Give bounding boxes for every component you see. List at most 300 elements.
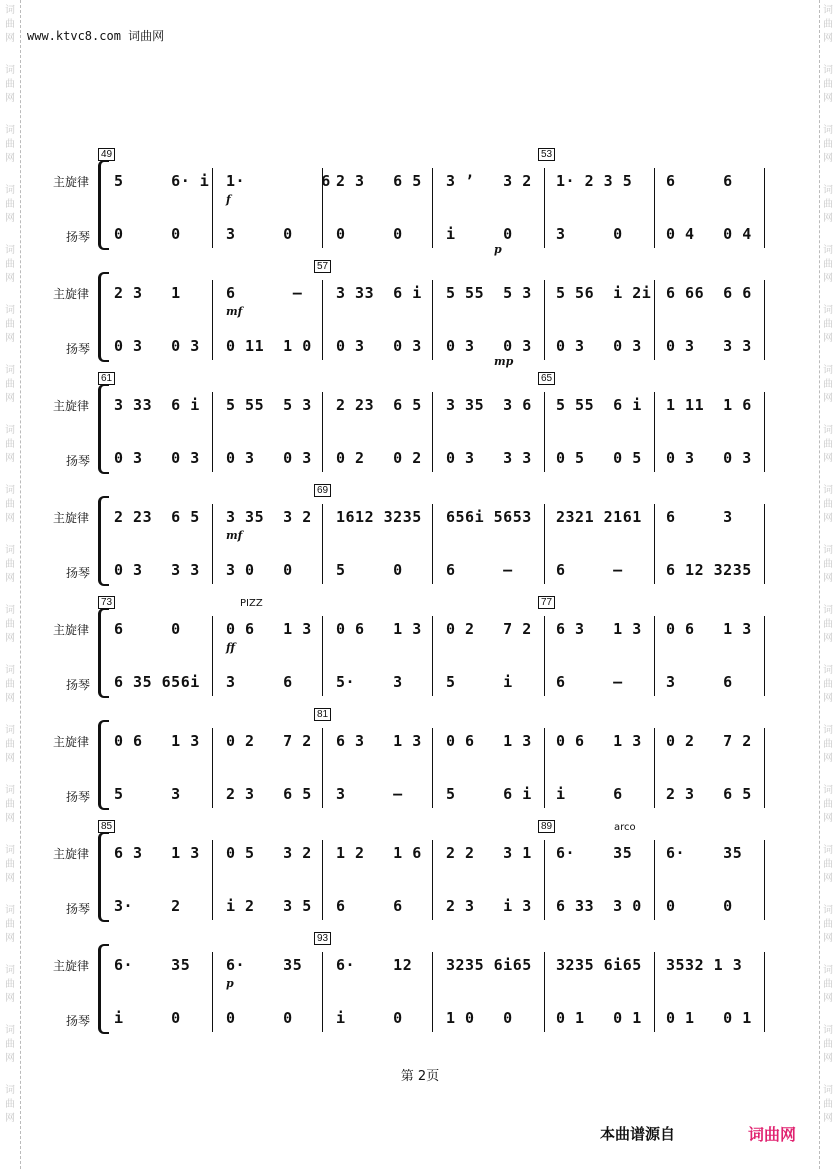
barline xyxy=(322,504,323,584)
watermark-char: 曲 xyxy=(5,499,15,510)
watermark-char: 词 xyxy=(823,1085,833,1096)
yangqin-measure: 0 3 0 3 xyxy=(666,449,752,467)
watermark-char: 词 xyxy=(823,65,833,76)
instrument-label-yangqin: 扬琴 xyxy=(66,678,91,692)
watermark-char: 网 xyxy=(823,933,833,944)
yangqin-measure: 3 6 xyxy=(666,673,733,691)
dynamic-marking: mf xyxy=(226,529,243,542)
instrument-label-melody: 主旋律 xyxy=(53,735,90,749)
dynamic-marking: p xyxy=(494,243,502,256)
watermark-char: 网 xyxy=(5,33,15,44)
performance-annotation: PIZZ xyxy=(240,598,263,609)
watermark-char: 曲 xyxy=(5,199,15,210)
watermark-char: 曲 xyxy=(5,259,15,270)
source-label: 本曲谱源自 xyxy=(600,1125,676,1143)
watermark-char: 词 xyxy=(823,185,833,196)
watermark-char: 曲 xyxy=(5,19,15,30)
watermark-char: 网 xyxy=(823,453,833,464)
watermark-char: 曲 xyxy=(5,739,15,750)
watermark-char: 网 xyxy=(5,633,15,644)
watermark-char: 网 xyxy=(5,213,15,224)
watermark-char: 曲 xyxy=(823,139,833,150)
measure-number: 61 xyxy=(98,372,115,385)
watermark-char: 曲 xyxy=(823,379,833,390)
watermark-char: 词 xyxy=(5,1025,15,1036)
melody-measure: 6 6 xyxy=(666,172,733,190)
yangqin-measure: 0 5 0 5 xyxy=(556,449,642,467)
yangqin-measure: 0 1 0 1 xyxy=(666,1009,752,1027)
yangqin-measure: 0 3 3 3 xyxy=(114,561,200,579)
yangqin-measure: 6 33 3 0 xyxy=(556,897,642,915)
melody-measure: 3 33 6 i xyxy=(114,396,200,414)
yangqin-measure: i 0 xyxy=(114,1009,181,1027)
barline xyxy=(764,616,765,696)
instrument-label-melody: 主旋律 xyxy=(53,847,90,861)
yangqin-measure: 0 0 xyxy=(336,225,403,243)
yangqin-measure: 0 11 1 0 xyxy=(226,337,312,355)
melody-measure: 2321 2161 xyxy=(556,508,642,526)
melody-measure: 5 56 i 2i xyxy=(556,284,652,302)
yangqin-measure: 3· 2 xyxy=(114,897,181,915)
watermark-char: 曲 xyxy=(823,19,833,30)
barline xyxy=(654,504,655,584)
watermark-char: 曲 xyxy=(823,799,833,810)
instrument-label-melody: 主旋律 xyxy=(53,175,90,189)
melody-measure: 5 55 5 3 xyxy=(446,284,532,302)
watermark-char: 词 xyxy=(823,305,833,316)
yangqin-measure: 3 — xyxy=(336,785,403,803)
yangqin-measure: 0 1 0 1 xyxy=(556,1009,642,1027)
barline xyxy=(654,392,655,472)
melody-measure: 0 2 7 2 xyxy=(226,732,312,750)
watermark-char: 词 xyxy=(5,245,15,256)
melody-measure: 6· 35 xyxy=(556,844,633,862)
watermark-char: 曲 xyxy=(5,619,15,630)
barline xyxy=(764,392,765,472)
barline xyxy=(322,728,323,808)
barline xyxy=(322,840,323,920)
system-brace xyxy=(98,384,109,474)
yangqin-measure: 2 3 6 5 xyxy=(666,785,752,803)
yangqin-measure: 3 0 0 xyxy=(226,561,293,579)
watermark-char: 网 xyxy=(823,33,833,44)
barline xyxy=(212,280,213,360)
watermark-char: 曲 xyxy=(5,799,15,810)
yangqin-measure: i 0 xyxy=(336,1009,403,1027)
melody-measure: 1· 6 xyxy=(226,172,331,190)
melody-measure: 0 2 7 2 xyxy=(446,620,532,638)
watermark-char: 词 xyxy=(823,725,833,736)
yangqin-measure: 2 3 i 3 xyxy=(446,897,532,915)
watermark-char: 网 xyxy=(5,453,15,464)
yangqin-measure: 0 3 0 3 xyxy=(556,337,642,355)
barline xyxy=(764,840,765,920)
watermark-char: 网 xyxy=(5,1053,15,1064)
barline xyxy=(654,168,655,248)
yangqin-measure: 0 0 xyxy=(666,897,733,915)
instrument-label-melody: 主旋律 xyxy=(53,399,90,413)
yangqin-measure: i 0 xyxy=(446,225,513,243)
melody-measure: 6 0 xyxy=(114,620,181,638)
watermark-char: 词 xyxy=(823,665,833,676)
watermark-char: 曲 xyxy=(5,679,15,690)
watermark-char: 网 xyxy=(5,993,15,1004)
watermark-char: 词 xyxy=(5,305,15,316)
watermark-char: 曲 xyxy=(5,439,15,450)
watermark-char: 网 xyxy=(823,333,833,344)
yangqin-measure: i 6 xyxy=(556,785,623,803)
melody-measure: 3 33 6 i xyxy=(336,284,422,302)
system-brace xyxy=(98,608,109,698)
watermark-char: 词 xyxy=(823,785,833,796)
barline xyxy=(212,952,213,1032)
watermark-char: 词 xyxy=(5,185,15,196)
melody-measure: 2 3 1 xyxy=(114,284,181,302)
barline xyxy=(544,392,545,472)
yangqin-measure: 6 — xyxy=(556,561,623,579)
melody-measure: 6 3 xyxy=(666,508,733,526)
instrument-label-melody: 主旋律 xyxy=(53,287,90,301)
measure-number-mid: 81 xyxy=(314,708,331,721)
watermark-char: 网 xyxy=(5,873,15,884)
yangqin-measure: 2 3 6 5 xyxy=(226,785,312,803)
barline xyxy=(432,840,433,920)
system-brace xyxy=(98,944,109,1034)
yangqin-measure: 0 2 0 2 xyxy=(336,449,422,467)
watermark-char: 曲 xyxy=(823,259,833,270)
yangqin-measure: 6 6 xyxy=(336,897,403,915)
watermark-char: 词 xyxy=(823,545,833,556)
barline xyxy=(544,280,545,360)
performance-annotation: arco xyxy=(614,822,636,833)
yangqin-measure: 5 6 i xyxy=(446,785,532,803)
yangqin-measure: 0 3 0 3 xyxy=(114,337,200,355)
barline xyxy=(654,952,655,1032)
watermark-char: 词 xyxy=(823,125,833,136)
barline xyxy=(654,840,655,920)
watermark-char: 词 xyxy=(5,125,15,136)
barline xyxy=(212,392,213,472)
dynamic-marking: mp xyxy=(494,355,514,368)
yangqin-measure: 6 12 3235 xyxy=(666,561,752,579)
barline xyxy=(322,616,323,696)
melody-measure: 1612 3235 xyxy=(336,508,422,526)
measure-number-mid: 77 xyxy=(538,596,555,609)
barline xyxy=(212,840,213,920)
barline xyxy=(654,728,655,808)
watermark-char: 曲 xyxy=(5,979,15,990)
source-brand[interactable]: 词曲网 xyxy=(748,1125,797,1144)
melody-measure: 6 66 6 6 xyxy=(666,284,752,302)
watermark-char: 曲 xyxy=(823,79,833,90)
yangqin-measure: 0 3 3 3 xyxy=(666,337,752,355)
yangqin-measure: 0 3 0 3 xyxy=(226,449,312,467)
watermark-char: 词 xyxy=(5,785,15,796)
watermark-char: 曲 xyxy=(5,919,15,930)
melody-measure: 6· 35 xyxy=(666,844,743,862)
melody-measure: 1 11 1 6 xyxy=(666,396,752,414)
watermark-char: 曲 xyxy=(823,1039,833,1050)
watermark-char: 网 xyxy=(823,633,833,644)
barline xyxy=(322,280,323,360)
melody-measure: 0 6 1 3 xyxy=(666,620,752,638)
measure-number-mid: 89 xyxy=(538,820,555,833)
system-brace xyxy=(98,496,109,586)
watermark-char: 网 xyxy=(5,933,15,944)
watermark-char: 曲 xyxy=(823,619,833,630)
measure-number: 49 xyxy=(98,148,115,161)
watermark-char: 网 xyxy=(5,273,15,284)
instrument-label-yangqin: 扬琴 xyxy=(66,566,91,580)
watermark-char: 网 xyxy=(823,573,833,584)
site-name: 词曲网 xyxy=(128,29,165,43)
melody-measure: 1· 2 3 5 xyxy=(556,172,633,190)
watermark-char: 网 xyxy=(5,93,15,104)
melody-measure: 6· 12 xyxy=(336,956,413,974)
barline xyxy=(432,280,433,360)
watermark-char: 网 xyxy=(5,1113,15,1124)
melody-measure: 6· 35 xyxy=(114,956,191,974)
dynamic-marking: mf xyxy=(226,305,243,318)
yangqin-measure: 6 — xyxy=(556,673,623,691)
yangqin-measure: 3 6 xyxy=(226,673,293,691)
watermark-char: 词 xyxy=(823,425,833,436)
watermark-char: 曲 xyxy=(5,139,15,150)
yangqin-measure: 5 0 xyxy=(336,561,403,579)
melody-measure: 5 6· i xyxy=(114,172,210,190)
barline xyxy=(544,504,545,584)
yangqin-measure: 0 4 0 4 xyxy=(666,225,752,243)
watermark-char: 网 xyxy=(5,513,15,524)
instrument-label-yangqin: 扬琴 xyxy=(66,454,91,468)
instrument-label-yangqin: 扬琴 xyxy=(66,790,91,804)
yangqin-measure: 5 3 xyxy=(114,785,181,803)
melody-measure: 0 6 1 3 xyxy=(114,732,200,750)
melody-measure: 6 3 1 3 xyxy=(556,620,642,638)
barline xyxy=(432,728,433,808)
watermark-char: 词 xyxy=(5,1085,15,1096)
barline xyxy=(654,280,655,360)
melody-measure: 3532 1 3 xyxy=(666,956,743,974)
yangqin-measure: 1 0 0 xyxy=(446,1009,513,1027)
watermark-char: 词 xyxy=(823,485,833,496)
watermark-char: 曲 xyxy=(5,559,15,570)
barline xyxy=(764,728,765,808)
barline xyxy=(322,952,323,1032)
watermark-char: 曲 xyxy=(823,919,833,930)
melody-measure: 1 2 1 6 xyxy=(336,844,422,862)
yangqin-measure: 0 3 3 3 xyxy=(446,449,532,467)
barline xyxy=(544,616,545,696)
watermark-char: 网 xyxy=(823,213,833,224)
yangqin-measure: i 2 3 5 xyxy=(226,897,312,915)
melody-measure: 0 6 1 3 xyxy=(556,732,642,750)
watermark-char: 网 xyxy=(5,753,15,764)
barline xyxy=(764,280,765,360)
system-brace xyxy=(98,720,109,810)
watermark-char: 曲 xyxy=(823,859,833,870)
watermark-char: 网 xyxy=(823,393,833,404)
watermark-char: 曲 xyxy=(823,979,833,990)
melody-measure: 3 35 3 2 xyxy=(226,508,312,526)
barline xyxy=(764,504,765,584)
barline xyxy=(432,168,433,248)
instrument-label-melody: 主旋律 xyxy=(53,511,90,525)
watermark-char: 网 xyxy=(823,513,833,524)
watermark-char: 曲 xyxy=(5,379,15,390)
watermark-char: 词 xyxy=(5,365,15,376)
yangqin-measure: 6 35 656i xyxy=(114,673,200,691)
barline xyxy=(764,168,765,248)
watermark-char: 曲 xyxy=(823,199,833,210)
dynamic-marking: p xyxy=(226,977,234,990)
site-url[interactable]: www.ktvc8.com xyxy=(27,29,121,43)
yangqin-measure: 0 3 0 3 xyxy=(114,449,200,467)
watermark-char: 网 xyxy=(5,813,15,824)
watermark-char: 词 xyxy=(823,905,833,916)
dynamic-marking: f xyxy=(226,193,231,206)
watermark-char: 网 xyxy=(823,753,833,764)
watermark-char: 词 xyxy=(823,5,833,16)
watermark-char: 网 xyxy=(823,873,833,884)
melody-measure: 5 55 6 i xyxy=(556,396,642,414)
system-brace xyxy=(98,160,109,250)
watermark-char: 网 xyxy=(823,1053,833,1064)
watermark-char: 词 xyxy=(823,845,833,856)
watermark-char: 词 xyxy=(5,485,15,496)
watermark-char: 曲 xyxy=(823,679,833,690)
instrument-label-yangqin: 扬琴 xyxy=(66,230,91,244)
yangqin-measure: 5 i xyxy=(446,673,513,691)
site-header xyxy=(27,27,164,44)
watermark-char: 词 xyxy=(5,425,15,436)
watermark-char: 曲 xyxy=(823,499,833,510)
barline xyxy=(212,728,213,808)
watermark-char: 曲 xyxy=(5,319,15,330)
watermark-char: 词 xyxy=(823,1025,833,1036)
watermark-char: 曲 xyxy=(823,1099,833,1110)
measure-number-mid: 93 xyxy=(314,932,331,945)
watermark-char: 网 xyxy=(5,333,15,344)
barline xyxy=(322,392,323,472)
barline xyxy=(654,616,655,696)
melody-measure: 2 2 3 1 xyxy=(446,844,532,862)
watermark-char: 词 xyxy=(5,5,15,16)
instrument-label-yangqin: 扬琴 xyxy=(66,342,91,356)
barline xyxy=(432,616,433,696)
watermark-char: 词 xyxy=(5,905,15,916)
system-brace xyxy=(98,832,109,922)
instrument-label-yangqin: 扬琴 xyxy=(66,902,91,916)
system-brace xyxy=(98,272,109,362)
watermark-char: 网 xyxy=(5,393,15,404)
melody-measure: 3 ’ 3 2 xyxy=(446,172,532,190)
yangqin-measure: 3 0 xyxy=(226,225,293,243)
watermark-char: 网 xyxy=(823,693,833,704)
watermark-char: 词 xyxy=(823,965,833,976)
watermark-char: 词 xyxy=(5,65,15,76)
dynamic-marking: ff xyxy=(226,641,236,654)
measure-number: 73 xyxy=(98,596,115,609)
watermark-char: 词 xyxy=(5,545,15,556)
barline xyxy=(432,952,433,1032)
watermark-char: 网 xyxy=(823,813,833,824)
watermark-char: 词 xyxy=(5,725,15,736)
watermark-char: 网 xyxy=(823,1113,833,1124)
yangqin-measure: 0 0 xyxy=(226,1009,293,1027)
yangqin-measure: 5· 3 xyxy=(336,673,403,691)
watermark-char: 曲 xyxy=(823,439,833,450)
yangqin-measure: 0 3 0 3 xyxy=(446,337,532,355)
instrument-label-yangqin: 扬琴 xyxy=(66,1014,91,1028)
barline xyxy=(544,840,545,920)
barline xyxy=(764,952,765,1032)
barline xyxy=(544,728,545,808)
melody-measure: 3235 6i65 xyxy=(556,956,642,974)
barline xyxy=(544,168,545,248)
watermark-char: 曲 xyxy=(823,319,833,330)
instrument-label-melody: 主旋律 xyxy=(53,959,90,973)
barline xyxy=(212,504,213,584)
melody-measure: 6· 35 xyxy=(226,956,303,974)
watermark-char: 曲 xyxy=(5,79,15,90)
yangqin-measure: 6 — xyxy=(446,561,513,579)
watermark-char: 词 xyxy=(823,365,833,376)
watermark-char: 网 xyxy=(823,273,833,284)
watermark-char: 词 xyxy=(5,605,15,616)
melody-measure: 0 6 1 3 xyxy=(226,620,312,638)
page-number: 第 2页 xyxy=(400,1069,440,1084)
measure-number: 85 xyxy=(98,820,115,833)
melody-measure: 3235 6i65 xyxy=(446,956,532,974)
melody-measure: 0 6 1 3 xyxy=(446,732,532,750)
watermark-char: 曲 xyxy=(5,859,15,870)
yangqin-measure: 0 0 xyxy=(114,225,181,243)
melody-measure: 0 2 7 2 xyxy=(666,732,752,750)
watermark-char: 网 xyxy=(823,993,833,1004)
melody-measure: 3 35 3 6 xyxy=(446,396,532,414)
watermark-char: 词 xyxy=(823,245,833,256)
measure-number-mid: 53 xyxy=(538,148,555,161)
measure-number-mid: 69 xyxy=(314,484,331,497)
melody-measure: 6 3 1 3 xyxy=(114,844,200,862)
measure-number-mid: 57 xyxy=(314,260,331,273)
watermark-char: 网 xyxy=(5,573,15,584)
barline xyxy=(432,392,433,472)
barline xyxy=(212,616,213,696)
melody-measure: 2 23 6 5 xyxy=(336,396,422,414)
watermark-char: 曲 xyxy=(823,739,833,750)
watermark-char: 词 xyxy=(823,605,833,616)
watermark-char: 网 xyxy=(823,93,833,104)
watermark-char: 网 xyxy=(823,153,833,164)
watermark-char: 词 xyxy=(5,965,15,976)
melody-measure: 2 3 6 5 xyxy=(336,172,422,190)
barline xyxy=(212,168,213,248)
melody-measure: 0 6 1 3 xyxy=(336,620,422,638)
watermark-char: 曲 xyxy=(5,1099,15,1110)
watermark-char: 词 xyxy=(5,845,15,856)
melody-measure: 656i 5653 xyxy=(446,508,532,526)
watermark-char: 曲 xyxy=(5,1039,15,1050)
watermark-char: 网 xyxy=(5,693,15,704)
watermark-char: 网 xyxy=(5,153,15,164)
melody-measure: 0 5 3 2 xyxy=(226,844,312,862)
watermark-char: 曲 xyxy=(823,559,833,570)
yangqin-measure: 0 3 0 3 xyxy=(336,337,422,355)
melody-measure: 6 3 1 3 xyxy=(336,732,422,750)
barline xyxy=(432,504,433,584)
